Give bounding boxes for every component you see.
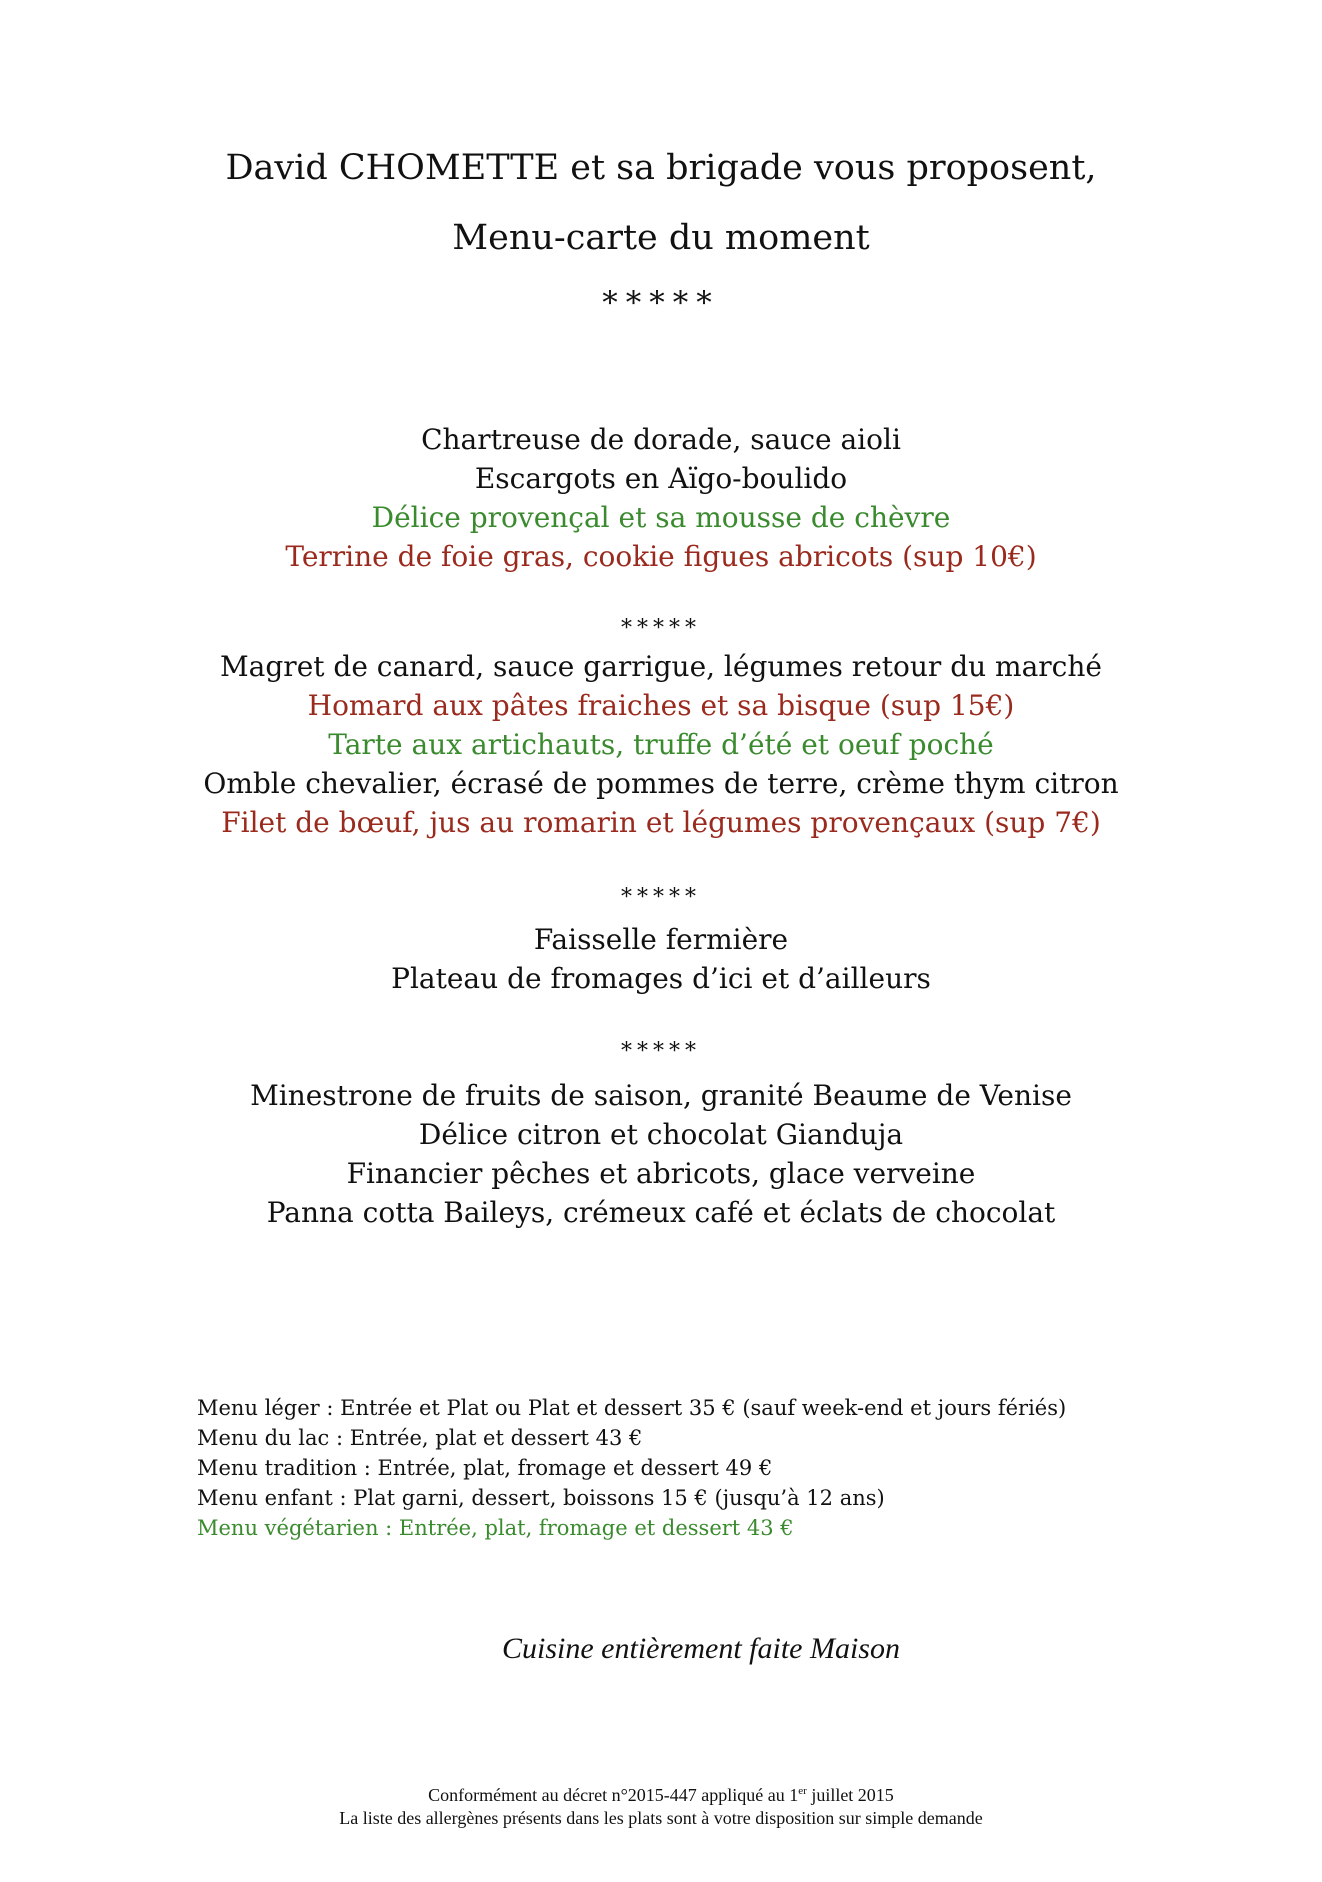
menu-item: Plateau de fromages d’ici et d’ailleurs	[391, 962, 931, 995]
legal-notice	[0, 1780, 1322, 1830]
section-divider: *****	[621, 616, 701, 641]
menu-item: Escargots en Aïgo-boulido	[474, 462, 848, 495]
desserts-section	[0, 1076, 1322, 1232]
entrees-section	[0, 420, 1322, 576]
menu-formulas	[197, 1393, 1066, 1543]
menu-item: Panna cotta Baileys, crémeux café et éclats de chocolat	[266, 1196, 1056, 1229]
menu-item: Homard aux pâtes fraiches et sa bisque (sup 15€)	[307, 689, 1015, 722]
fromages-section	[0, 920, 1322, 998]
page-subtitle: Menu-carte du moment	[452, 218, 870, 258]
menu-item: Délice citron et chocolat Gianduja	[418, 1118, 904, 1151]
menu-item: Délice provençal et sa mousse de chèvre	[371, 501, 951, 534]
formula-line: Menu végétarien : Entrée, plat, fromage et dessert 43 €	[197, 1516, 794, 1540]
formula-line: Menu enfant : Plat garni, dessert, boissons 15 € (jusqu’à 12 ans)	[197, 1486, 885, 1510]
menu-item: Terrine de foie gras, cookie figues abricots (sup 10€)	[285, 540, 1037, 573]
formula-line: Menu léger : Entrée et Plat ou Plat et dessert 35 € (sauf week-end et jours fériés)	[197, 1396, 1067, 1420]
menu-item: Filet de bœuf, jus au romarin et légumes provençaux (sup 7€)	[221, 806, 1101, 839]
section-divider: *****	[621, 885, 701, 910]
legal-allergens-line: La liste des allergènes présents dans les plats sont à votre disposition sur simple demande	[339, 1808, 983, 1828]
menu-item: Tarte aux artichauts, truffe d’été et oeuf poché	[328, 728, 994, 761]
menu-item: Faisselle fermière	[533, 923, 789, 956]
menu-item: Financier pêches et abricots, glace verveine	[346, 1157, 976, 1190]
formula-line: Menu du lac : Entrée, plat et dessert 43 €	[197, 1426, 643, 1450]
menu-item: Chartreuse de dorade, sauce aioli	[421, 423, 901, 456]
homemade-signature: Cuisine entièrement faite Maison	[502, 1632, 900, 1665]
section-divider: *****	[621, 1039, 701, 1064]
menu-item: Magret de canard, sauce garrigue, légumes retour du marché	[220, 650, 1102, 683]
page-title: David CHOMETTE et sa brigade vous proposent,	[225, 148, 1097, 188]
formula-line: Menu tradition : Entrée, plat, fromage et dessert 49 €	[197, 1456, 773, 1480]
title-stars-divider: *****	[602, 285, 720, 321]
menu-item: Minestrone de fruits de saison, granité Beaume de Venise	[250, 1079, 1072, 1112]
plats-section	[0, 647, 1322, 842]
legal-decree-line: Conformément au décret n°2015-447 appliqué au 1er juillet 2015	[428, 1785, 894, 1805]
menu-item: Omble chevalier, écrasé de pommes de terre, crème thym citron	[203, 767, 1119, 800]
